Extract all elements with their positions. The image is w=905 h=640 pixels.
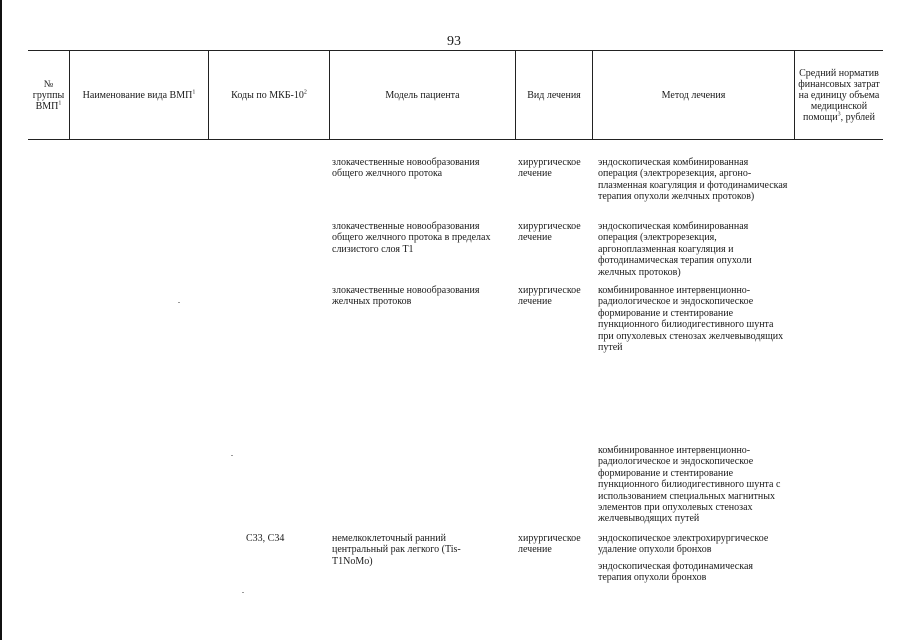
scan-speck [242, 592, 244, 593]
page-number: 93 [447, 34, 461, 49]
scan-speck [231, 455, 233, 456]
table-header [28, 50, 883, 140]
row1-treatment-type: хирургическое лечение [518, 157, 581, 180]
row5-treatment-type: хирургическое лечение [518, 533, 581, 556]
row2-patient-model: злокачественные новообразования общего желчного протока в пределах слизистого слоя T1 [332, 221, 491, 255]
scan-speck [178, 302, 180, 303]
header-treatment-method: Метод лечения [592, 51, 794, 139]
header-icd-codes: Коды по МКБ-$10^2$ [208, 51, 329, 139]
row3-patient-model: злокачественные новообразования желчных протоков [332, 285, 480, 308]
left-margin-rule [0, 0, 2, 640]
header-patient-model: Модель пациента [329, 51, 515, 139]
header-group-number: № группы ВМП$^1$ [32, 78, 65, 112]
header-treatment-type: Вид лечения [515, 51, 592, 139]
row3-treatment-type: хирургическое лечение [518, 285, 581, 308]
row1-treatment-method: эндоскопическая комбинированная операция (электрорезекция, аргоно-плазменная коагуляция и фотодинамическая терапия опухоли желчных протоков) [598, 157, 788, 203]
row3-treatment-method: комбинированное интервенционно-радиологическое и эндоскопическое формирование и стентирование пункционного билиодигестивного шунта при опухолевых стенозах желчевыводящих путей [598, 285, 784, 354]
row5-treatment-method-2: эндоскопическая фотодинамическая терапия опухоли бронхов [598, 561, 753, 584]
row2-treatment-type: хирургическое лечение [518, 221, 581, 244]
row1-patient-model: злокачественные новообразования общего желчного протока [332, 157, 480, 180]
row5-patient-model: немелкоклеточный ранний центральный рак легкого (Tis-T1NoMo) [332, 533, 461, 567]
header-vmp-name: Наименование вида ВМП$^1$ [69, 51, 208, 139]
header-average-cost: Средний норматив финансовых затрат на единицу объема медицинской помощи$^3$, рублей [794, 51, 883, 139]
row5-treatment-method: эндоскопическое электрохирургическое удаление опухоли бронхов [598, 533, 769, 556]
row5-icd-codes: C33, C34 [246, 533, 285, 544]
row4-treatment-method: комбинированное интервенционно-радиологическое и эндоскопическое формирование и стентирование пункционного билиодигестивного шунта с использованием специальных магнитных элементов при опухолевых стенозах желчевыводящих путей [598, 445, 781, 525]
row2-treatment-method: эндоскопическая комбинированная операция (электрорезекция, аргоноплазменная коагуляция и фотодинамическая терапия опухоли желчных протоков) [598, 221, 752, 278]
